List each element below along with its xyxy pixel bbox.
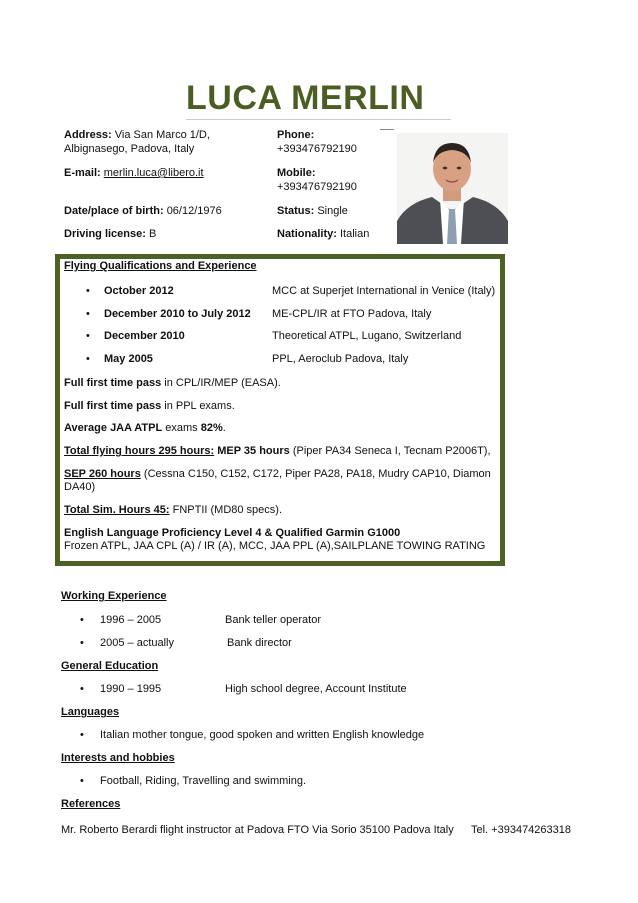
atpl-average-pct: 82% [200, 422, 223, 434]
bullet-icon: • [80, 637, 84, 649]
email-link[interactable]: merlin.luca@libero.it [103, 167, 204, 179]
mep-hours-rest: (Piper PA34 Seneca I, Tecnam P2006T), [289, 445, 491, 457]
flying-item-date: December 2010 to July 2012 [104, 308, 251, 320]
flying-item-desc: MCC at Superjet International in Venice (Italy) [272, 285, 496, 297]
bullet-icon: • [80, 683, 84, 695]
education-item-date: 1990 – 1995 [100, 683, 162, 695]
nationality-field [277, 228, 369, 240]
interests-item: Football, Riding, Travelling and swimming. [100, 775, 307, 787]
mep-hours-bold: MEP 35 hours [214, 445, 290, 457]
profile-photo-illustration [397, 133, 508, 244]
status-field [277, 205, 348, 217]
work-item-date: 2005 – actually [100, 637, 174, 649]
status-label: Status: [277, 205, 315, 217]
dob-field [64, 205, 222, 217]
address-line1: Via San Marco 1/D, [114, 129, 210, 141]
flying-item-desc: Theoretical ATPL, Lugano, Switzerland [272, 330, 462, 342]
dob-value: 06/12/1976 [166, 205, 222, 217]
address-field [64, 129, 210, 141]
nationality-value: Italian [339, 228, 370, 240]
photo-decor-rule [380, 129, 394, 130]
bullet-icon: • [80, 614, 84, 626]
atpl-average-mid: exams [162, 422, 201, 434]
atpl-average-end: . [222, 422, 226, 434]
sep-hours-bold: SEP 260 hours [64, 468, 141, 480]
languages-section-title: Languages [61, 706, 120, 718]
address-label: Address: [64, 129, 112, 141]
interests-section-title: Interests and hobbies [61, 752, 175, 764]
education-section-title: General Education [61, 660, 159, 672]
flying-hours-line [64, 445, 491, 457]
references-tel: Tel. +393474263318 [471, 824, 572, 836]
education-item-desc: High school degree, Account Institute [225, 683, 407, 695]
email-field [64, 167, 204, 179]
flying-item-date: May 2005 [104, 353, 153, 365]
status-value: Single [317, 205, 348, 217]
cpl-pass-bold: Full first time pass [64, 377, 162, 389]
bullet-icon: • [86, 285, 90, 297]
driving-label: Driving license: [64, 228, 146, 240]
references-text: Mr. Roberto Berardi flight instructor at Padova FTO Via Sorio 35100 Padova Italy [61, 824, 454, 836]
flying-item-date: October 2012 [104, 285, 174, 297]
address-line2: Albignasego, Padova, Italy [64, 143, 195, 155]
atpl-average-bold: Average JAA ATPL [64, 422, 163, 434]
flying-item-desc: ME-CPL/IR at FTO Padova, Italy [272, 308, 432, 320]
work-item-desc: Bank teller operator [225, 614, 321, 626]
languages-item: Italian mother tongue, good spoken and written English knowledge [100, 729, 425, 741]
sim-hours-rest: FNPTII (MD80 specs). [169, 504, 283, 516]
bullet-icon: • [86, 330, 90, 342]
licenses-line: Frozen ATPL, JAA CPL (A) / IR (A), MCC, JAA PPL (A),SAILPLANE TOWING RATING [64, 540, 486, 552]
bullet-icon: • [86, 308, 90, 320]
ppl-pass-line [64, 400, 235, 412]
phone-label: Phone: [277, 129, 315, 141]
profile-photo [397, 133, 508, 244]
driving-value: B [148, 228, 157, 240]
driving-field [64, 228, 156, 240]
cpl-pass-line [64, 377, 281, 389]
ppl-pass-rest: in PPL exams. [161, 400, 235, 412]
atpl-average-line [64, 422, 226, 434]
flying-item-date: December 2010 [104, 330, 185, 342]
work-item-desc: Bank director [227, 637, 292, 649]
ppl-pass-bold: Full first time pass [64, 400, 162, 412]
sep-hours-cont: DA40) [64, 481, 96, 493]
mobile-label: Mobile: [277, 167, 316, 179]
work-section-title: Working Experience [61, 590, 167, 602]
sim-hours-bold: Total Sim. Hours 45: [64, 504, 170, 516]
mobile-value: +393476792190 [277, 181, 357, 193]
bullet-icon: • [86, 353, 90, 365]
flying-item-desc: PPL, Aeroclub Padova, Italy [272, 353, 409, 365]
cv-name-heading: LUCA MERLIN [186, 79, 425, 117]
flying-hours-bold: Total flying hours 295 hours: [64, 445, 215, 457]
dob-label: Date/place of birth: [64, 205, 164, 217]
phone-value: +393476792190 [277, 143, 357, 155]
bullet-icon: • [80, 729, 84, 741]
bullet-icon: • [80, 775, 84, 787]
flying-section-title: Flying Qualifications and Experience [64, 260, 257, 272]
sim-hours-line [64, 504, 282, 516]
sep-hours-rest: (Cessna C150, C152, C172, Piper PA28, PA18, Mudry CAP10, Diamon [140, 468, 491, 480]
email-label: E-mail: [64, 167, 101, 179]
english-proficiency-line: English Language Proficiency Level 4 & Qualified Garmin G1000 [64, 527, 401, 539]
references-section-title: References [61, 798, 121, 810]
nationality-label: Nationality: [277, 228, 337, 240]
cpl-pass-rest: in CPL/IR/MEP (EASA). [161, 377, 281, 389]
sep-hours-line [64, 468, 491, 480]
name-underline-rule [186, 119, 451, 120]
work-item-date: 1996 – 2005 [100, 614, 162, 626]
